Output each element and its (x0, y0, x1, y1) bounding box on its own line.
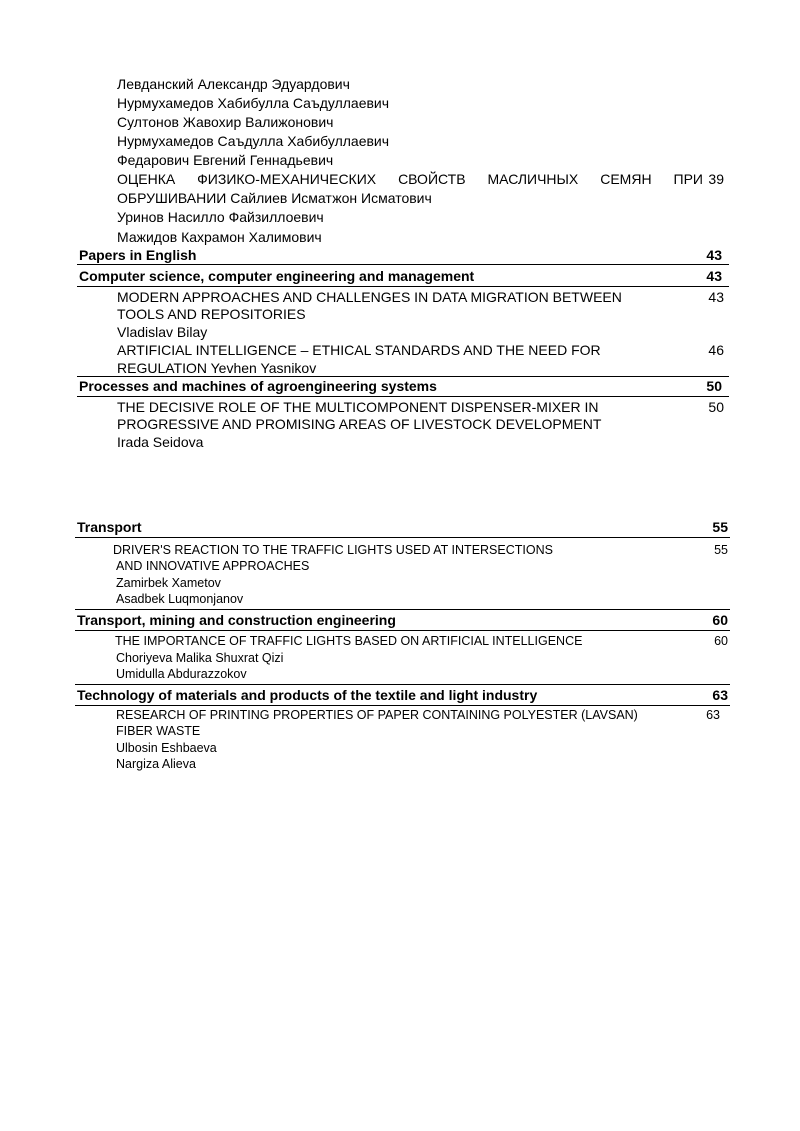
toc-page-number: 60 (714, 634, 728, 648)
section-page-number: 55 (712, 519, 728, 535)
author-line: Nargiza Alieva (116, 757, 196, 771)
author-line: Vladislav Bilay (117, 324, 208, 340)
toc-page-number: 50 (708, 399, 724, 415)
section-heading: Transport (77, 519, 142, 535)
toc-entry-title: FIBER WASTE (116, 724, 201, 738)
section-divider (77, 396, 729, 397)
toc-entry-title: TOOLS AND REPOSITORIES (117, 306, 306, 322)
toc-entry-title: REGULATION Yevhen Yasnikov (117, 360, 317, 376)
toc-entry-title: ОЦЕНКА ФИЗИКО-МЕХАНИЧЕСКИХ СВОЙСТВ МАСЛИЧНЫХ СЕМЯН ПРИ (117, 171, 703, 187)
section-page-number: 43 (706, 268, 722, 284)
author-line: Asadbek Luqmonjanov (116, 592, 244, 606)
toc-entry-title: THE IMPORTANCE OF TRAFFIC LIGHTS BASED ON ARTIFICIAL INTELLIGENCE (115, 634, 583, 648)
author-line: Umidulla Abdurazzokov (116, 667, 247, 681)
author-line: Нурмухамедов Саъдулла Хабибуллаевич (117, 133, 390, 149)
section-divider (77, 286, 729, 287)
toc-page-number: 55 (714, 543, 728, 557)
section-heading: Computer science, computer engineering and management (79, 268, 475, 284)
author-line: Zamirbek Xametov (116, 576, 221, 590)
section-heading: Papers in English (79, 247, 197, 263)
toc-entry-title: ОБРУШИВАНИИ Сайлиев Исматжон Исматович (117, 190, 432, 206)
section-divider (75, 609, 730, 610)
section-divider (75, 705, 730, 706)
author-line: Мажидов Кахрамон Халимович (117, 229, 322, 245)
toc-entry-title: ARTIFICIAL INTELLIGENCE – ETHICAL STANDARDS AND THE NEED FOR (117, 342, 601, 358)
section-divider (75, 537, 730, 538)
section-divider (77, 264, 729, 265)
toc-page-number: 46 (708, 342, 724, 358)
toc-page-number: 63 (706, 708, 720, 722)
author-line: Левданский Александр Эдуардович (117, 76, 350, 92)
author-line: Султонов Жавохир Валижонович (117, 114, 334, 130)
author-line: Уринов Насилло Файзиллоевич (117, 209, 324, 225)
author-line: Irada Seidova (117, 434, 204, 450)
author-line: Choriyeva Malika Shuxrat Qizi (116, 651, 284, 665)
section-page-number: 43 (706, 247, 722, 263)
toc-page-number: 43 (708, 289, 724, 305)
section-heading: Technology of materials and products of the textile and light industry (77, 687, 538, 703)
author-line: Федарович Евгений Геннадьевич (117, 152, 334, 168)
section-heading: Transport, mining and construction engineering (77, 612, 396, 628)
author-line: Ulbosin Eshbaeva (116, 741, 217, 755)
toc-entry-title: AND INNOVATIVE APPROACHES (116, 559, 310, 573)
section-divider (75, 684, 730, 685)
toc-entry-title: DRIVER'S REACTION TO THE TRAFFIC LIGHTS USED AT INTERSECTIONS (113, 543, 553, 557)
author-line: Нурмухамедов Хабибулла Саъдуллаевич (117, 95, 390, 111)
section-page-number: 63 (712, 687, 728, 703)
section-divider (77, 376, 729, 377)
toc-entry-title: PROGRESSIVE AND PROMISING AREAS OF LIVESTOCK DEVELOPMENT (117, 416, 602, 432)
toc-page-number: 39 (708, 171, 724, 187)
section-page-number: 60 (712, 612, 728, 628)
section-divider (75, 630, 730, 631)
section-page-number: 50 (706, 378, 722, 394)
toc-entry-title: MODERN APPROACHES AND CHALLENGES IN DATA MIGRATION BETWEEN (117, 289, 622, 305)
toc-entry-title: THE DECISIVE ROLE OF THE MULTICOMPONENT DISPENSER-MIXER IN (117, 399, 599, 415)
toc-entry-title: RESEARCH OF PRINTING PROPERTIES OF PAPER CONTAINING POLYESTER (LAVSAN) (116, 708, 638, 722)
section-heading: Processes and machines of agroengineering systems (79, 378, 437, 394)
